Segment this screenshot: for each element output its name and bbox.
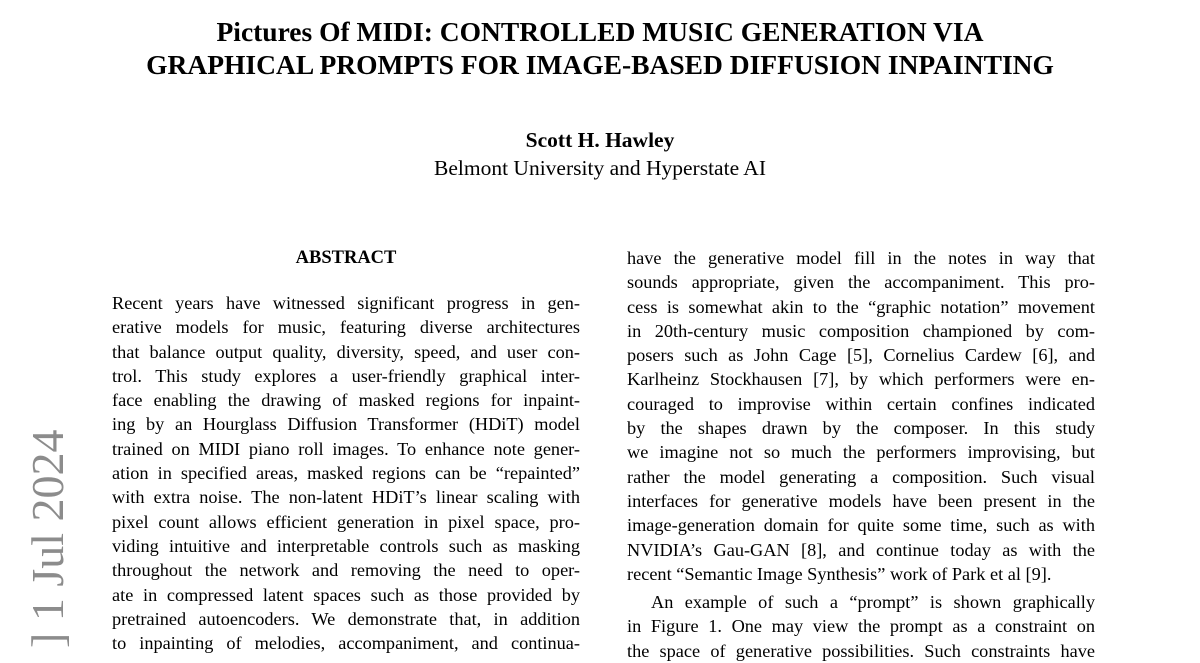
abstract-line: ing by an Hourglass Diffusion Transformer (HDiT) model [112,414,580,435]
abstract-line: viding intuitive and interpretable controls such as masking [112,535,580,556]
paper-title [0,16,1200,81]
abstract-line: ation in specified areas, masked regions can be “repainted” [112,463,580,484]
intro-line: image-generation domain for quite some time, such as with [627,515,1095,536]
abstract-line: pixel count allows efficient generation in pixel space, pro- [112,511,580,532]
abstract-line: pretrained autoencoders. We demonstrate that, in addition [112,608,580,629]
abstract-line: to inpainting of melodies, accompaniment, and continua- [112,633,580,654]
intro-line: we imagine not so much the performers improvising, but [627,442,1095,463]
arxiv-date-stamp: ] 1 Jul 2024 [22,429,73,648]
intro-line: in 20th-century music composition championed by com- [627,320,1095,341]
abstract-line: Recent years have witnessed significant progress in gen- [112,293,580,313]
author-name: Scott H. Hawley [525,128,675,152]
intro-line: interfaces for generative models have been present in the [627,490,1095,511]
abstract-line: face enabling the drawing of masked regions for inpaint- [112,390,580,411]
abstract-line: throughout the network and removing the need to oper- [112,560,580,581]
intro-line: recent “Semantic Image Synthesis” work of Park et al [9]. [627,563,1052,584]
intro-line: An example of such a “prompt” is shown graphically [651,592,1095,613]
intro-body [627,246,1095,663]
intro-line: posers such as John Cage [5], Cornelius Cardew [6], and [627,345,1095,366]
abstract-line: erative models for music, featuring diverse architectures [112,317,580,338]
abstract-line: that balance output quality, diversity, speed, and user con- [112,341,580,362]
intro-line: Karlheinz Stockhausen [7], by which performers were en- [627,369,1095,390]
intro-line: in Figure 1. One may view the prompt as a constraint on [627,616,1095,637]
intro-line: have the generative model fill in the notes in way that [627,248,1095,268]
abstract-line: trol. This study explores a user-friendly graphical inter- [112,365,580,386]
intro-line: by the shapes drawn by the composer. In this study [627,418,1095,439]
title-line-2: GRAPHICAL PROMPTS FOR IMAGE-BASED DIFFUSION INPAINTING [146,48,1054,80]
abstract-line: with extra noise. The non-latent HDiT’s linear scaling with [112,487,580,508]
title-line-1: Pictures Of MIDI: CONTROLLED MUSIC GENERATION VIA [216,16,984,47]
abstract-body [112,291,580,655]
intro-line: couraged to improvise within certain confines indicated [627,393,1095,414]
abstract-line: trained on MIDI piano roll images. To enhance note gener- [112,438,580,459]
abstract-line: ate in compressed latent spaces such as those provided by [112,584,580,605]
intro-line: the space of generative possibilities. Such constraints have [627,640,1095,661]
intro-line: sounds appropriate, given the accompaniment. This pro- [627,272,1095,293]
abstract-heading: ABSTRACT [295,248,397,268]
intro-line: cess is somewhat akin to the “graphic notation” movement [627,296,1095,317]
intro-line: rather the model generating a composition. Such visual [627,466,1095,487]
author-affiliation: Belmont University and Hyperstate AI [434,156,766,180]
intro-line: NVIDIA’s Gau-GAN [8], and continue today as with the [627,539,1095,560]
